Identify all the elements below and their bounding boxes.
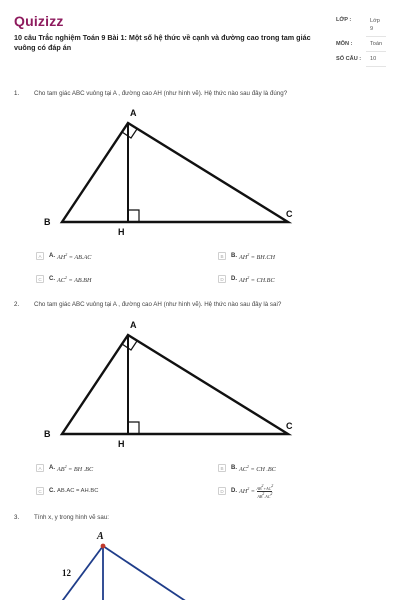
subject-value: Toán bbox=[370, 41, 383, 47]
question-1-text: Cho tam giác ABC vuông tại A , đường cao AH (như hình vẽ). Hệ thức nào sau đây là đúng? bbox=[34, 90, 288, 97]
option-box[interactable]: A bbox=[36, 252, 44, 260]
right-angle-mark-h bbox=[128, 422, 139, 434]
question-1-number: 1. bbox=[14, 90, 20, 97]
formula: $AH^2$ = $\frac{AB^2+AC^2}{AB^2.AC^2}$ bbox=[239, 482, 274, 499]
option-text: AB.AC = AH.BC bbox=[57, 488, 99, 494]
q1-option-d[interactable] bbox=[218, 274, 275, 284]
class-label: LỚP : bbox=[336, 17, 352, 23]
option-letter: B. bbox=[231, 465, 237, 471]
vertex-a-dot bbox=[101, 544, 106, 549]
q2-option-b[interactable] bbox=[218, 463, 276, 473]
option-box[interactable]: C bbox=[36, 487, 44, 495]
document-title: 10 câu Trắc nghiệm Toán 9 Bài 1: Một số hệ thức về cạnh và đường cao trong tam giác vuông có đáp án bbox=[14, 33, 311, 52]
option-box[interactable]: D bbox=[218, 487, 226, 495]
formula: $AH^2 = CH.BC$ bbox=[239, 274, 275, 284]
q2-option-d[interactable] bbox=[218, 482, 274, 499]
q2-option-a[interactable] bbox=[36, 463, 93, 473]
question-3-figure bbox=[40, 524, 230, 600]
option-letter: B. bbox=[231, 253, 237, 259]
question-2-number: 2. bbox=[14, 301, 20, 308]
q2-option-c[interactable] bbox=[36, 486, 98, 496]
q1-option-b[interactable] bbox=[218, 251, 275, 261]
option-letter: A. bbox=[49, 253, 55, 259]
option-letter: C. bbox=[49, 488, 55, 494]
formula: $AC^2 = AB.BH$ bbox=[57, 274, 92, 284]
meta-divider bbox=[366, 66, 386, 67]
label-c: C bbox=[286, 421, 293, 431]
question-3-text: Tính x, y trong hình vẽ sau: bbox=[34, 514, 109, 521]
option-box[interactable]: B bbox=[218, 464, 226, 472]
label-a: A bbox=[130, 320, 137, 330]
formula: $AH^2 = BH.CH$ bbox=[239, 251, 275, 261]
formula: $AH^2 = AB.AC$ bbox=[57, 251, 92, 261]
formula: $AB^2$ = BH .BC bbox=[57, 463, 94, 473]
label-h: H bbox=[118, 439, 125, 449]
question-1-figure bbox=[30, 100, 320, 240]
option-letter: D. bbox=[231, 488, 237, 494]
q1-option-c[interactable] bbox=[36, 274, 91, 284]
right-angle-mark-h bbox=[128, 210, 139, 222]
option-box[interactable]: A bbox=[36, 464, 44, 472]
label-b: B bbox=[44, 217, 51, 227]
class-value: Lớp 9 bbox=[370, 18, 380, 32]
question-count-value: 10 bbox=[370, 56, 377, 62]
question-2-text: Cho tam giác ABC vuông tại A , đường cao AH (như hình vẽ). Hệ thức nào sau đây là sai? bbox=[34, 301, 282, 308]
formula: $AC^2$ = CH .BC bbox=[239, 463, 276, 473]
question-2-figure bbox=[30, 312, 320, 452]
label-side-12: 12 bbox=[62, 568, 71, 578]
triangle-abc bbox=[62, 123, 288, 222]
meta-divider bbox=[366, 36, 386, 37]
side-ac bbox=[103, 546, 190, 600]
option-letter: C. bbox=[49, 276, 55, 282]
subject-label: MÔN : bbox=[336, 41, 353, 47]
label-h: H bbox=[118, 227, 125, 237]
meta-divider bbox=[366, 51, 386, 52]
option-box[interactable]: B bbox=[218, 252, 226, 260]
option-letter: A. bbox=[49, 465, 55, 471]
q1-option-a[interactable] bbox=[36, 251, 91, 261]
label-a: A bbox=[97, 531, 104, 542]
question-3-number: 3. bbox=[14, 514, 20, 521]
triangle-abc bbox=[62, 335, 288, 434]
option-letter: D. bbox=[231, 276, 237, 282]
question-count-label: SỐ CÂU : bbox=[336, 56, 362, 62]
label-b: B bbox=[44, 429, 51, 439]
label-c: C bbox=[286, 209, 293, 219]
option-box[interactable]: C bbox=[36, 275, 44, 283]
label-a: A bbox=[130, 108, 137, 118]
quizizz-logo: Quizizz bbox=[14, 13, 64, 29]
option-box[interactable]: D bbox=[218, 275, 226, 283]
